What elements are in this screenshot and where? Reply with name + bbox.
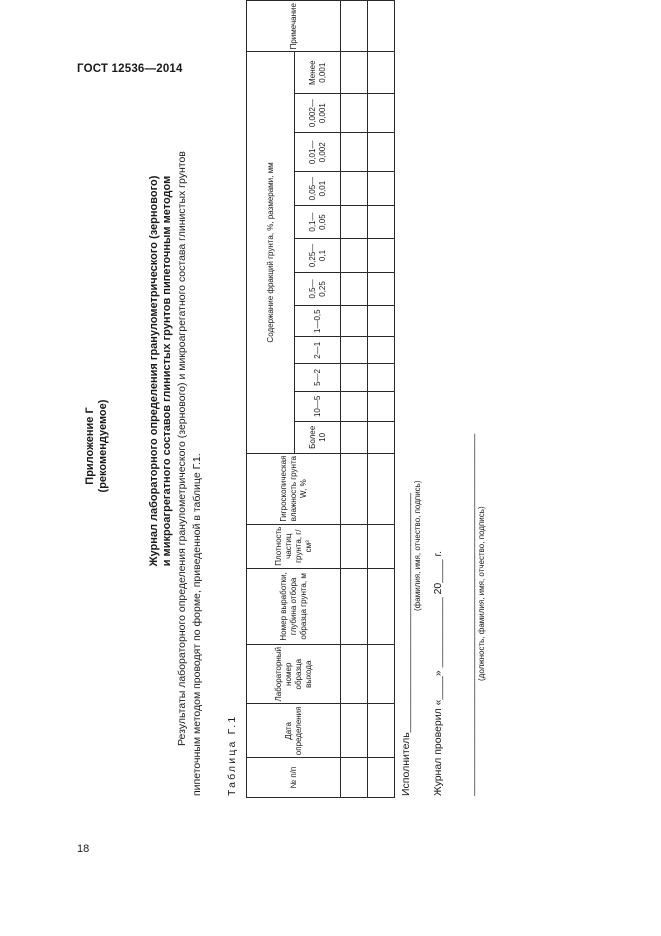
fraction-col-3: 5—2 [295, 364, 341, 391]
executor-label: Исполнитель [400, 732, 412, 796]
fraction-col-7: 0,25—0,1 [295, 239, 341, 272]
executor-hint: (фамилия, имя, отчество, подпись) [413, 480, 422, 611]
fraction-col-4: 2—1 [295, 337, 341, 364]
fraction-col-12: Менее 0,001 [295, 52, 341, 94]
header-density: Плотность частиц грунта, г/см³ [247, 524, 341, 568]
header-workings: Номер выработки, глубина отбора образца грунта, м [247, 568, 341, 644]
checker-hint: (должность, фамилия, имя, отчество, подпись) [477, 506, 486, 681]
journal-title [148, 71, 174, 671]
table-row [368, 1, 395, 798]
journal-title-line2: и микроагрегатного составов глинистых грунтов пипеточным методом [161, 175, 173, 567]
header-hygro-moisture: Гигроскопическая влажность грунта W, % [247, 453, 341, 524]
fraction-col-8: 0,1—0,05 [295, 205, 341, 238]
header-date: Дата определения [247, 704, 341, 758]
appendix-heading [84, 376, 110, 516]
appendix-status: (рекомендуемое) [97, 399, 109, 493]
table-caption: Таблица Г.1 [226, 714, 238, 796]
fraction-col-9: 0,05—0,01 [295, 172, 341, 205]
fraction-col-10: 0,01—0,002 [295, 133, 341, 172]
journal-title-line1: Журнал лабораторного определения гранулометрического (зернового) [148, 175, 160, 567]
header-lab-number: Лабораторный номер образца выхода [247, 644, 341, 704]
checked-line: Журнал проверил «____» ____________ 20____ г. [432, 550, 444, 796]
results-table [246, 0, 395, 798]
fraction-col-5: 1—0,5 [295, 306, 341, 337]
header-num: № п/п [247, 758, 341, 798]
executor-line [400, 493, 412, 796]
fraction-col-11: 0,002—0,001 [295, 94, 341, 133]
fraction-col-2: 10—5 [295, 391, 341, 422]
fraction-col-6: 0,5—0,25 [295, 272, 341, 305]
header-fractions: Содержание фракций грунта, %, размерами, мм [247, 52, 295, 453]
intro-paragraph: Результаты лабораторного определения гранулометрического (зернового) и микроагрегатного состава глинистых грунтов пипеточным методом проводят по форме, приведенной в таблице Г.1. [176, 151, 203, 796]
checker-signature-blank: ______________________________________________________________ [464, 433, 476, 796]
table-row [341, 1, 368, 798]
executor-blank: _________________________________________ [400, 492, 412, 733]
fraction-col-1: Более 10 [295, 422, 341, 453]
appendix-title: Приложение Г [84, 407, 96, 485]
page-number: 18 [77, 843, 90, 855]
header-note: Примечание [247, 1, 341, 52]
document-header: ГОСТ 12536—2014 [77, 63, 183, 75]
